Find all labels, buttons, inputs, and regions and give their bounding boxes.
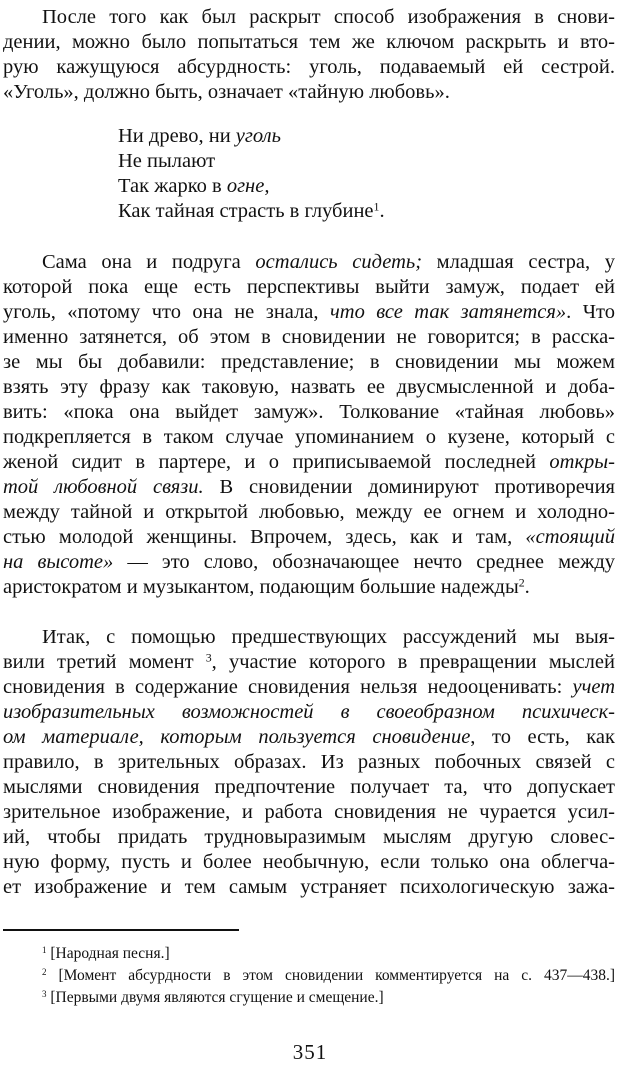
footnote-1 bbox=[42, 944, 170, 964]
verse-line bbox=[118, 198, 385, 224]
italic-span: ом материале, которым пользуется сновидение bbox=[3, 726, 471, 748]
text-span: , то есть, как bbox=[470, 726, 615, 748]
verse-text: Ни древо, ни bbox=[118, 125, 236, 147]
text-span: В сновидении доминируют противоречия bbox=[203, 476, 615, 498]
text-line: дении, можно было попытаться тем же ключом раскрыть и вто- bbox=[3, 31, 615, 53]
italic-span: «стоящий bbox=[525, 526, 615, 548]
text-line bbox=[3, 649, 615, 675]
text-line: зе мы бы добавили: представление; в сновидении мы можем bbox=[3, 351, 615, 373]
italic-span: той любовной связи. bbox=[3, 476, 204, 498]
text-line: именно затянется, об этом в сновидении не говорится; в расска- bbox=[3, 326, 615, 348]
text-line: вить: «пока она выйдет замуж». Толкование «тайная любовь» bbox=[3, 401, 615, 423]
text-line: ий, чтобы придать трудновыразимым мыслям другую словес- bbox=[3, 826, 615, 848]
text-line bbox=[3, 299, 615, 325]
text-line: После того как был раскрыт способ изображения в снови- bbox=[42, 6, 615, 28]
text-line bbox=[3, 449, 615, 475]
text-line: подкрепляется в таком случае упоминанием о кузене, который с bbox=[3, 426, 615, 448]
verse-line bbox=[118, 173, 269, 199]
text-span: Сама она и подруга bbox=[42, 251, 256, 273]
text-line bbox=[3, 574, 530, 600]
text-line bbox=[3, 724, 615, 750]
text-line bbox=[3, 674, 615, 700]
text-line bbox=[3, 549, 615, 575]
text-line: взять эту фразу как таковую, назвать ее двусмысленной и доба- bbox=[3, 376, 615, 398]
footnote-ref[interactable]: 3 bbox=[205, 650, 212, 665]
footnote-text: [Момент абсурдности в этом сновидении комментируется на с. 437—438.] bbox=[46, 967, 615, 984]
footnote-text: [Народная песня.] bbox=[46, 945, 170, 962]
verse-italic: огне, bbox=[226, 175, 270, 197]
text-line: ет изображение и тем самым устраняет психологическую зажа- bbox=[3, 876, 615, 898]
italic-span: изобразительных возможностей в своеобразном психическ- bbox=[3, 701, 615, 723]
text-span: . Что bbox=[566, 301, 615, 323]
verse-text: Как тайная страсть в глубине bbox=[118, 200, 374, 222]
text-line bbox=[3, 699, 615, 725]
text-line: которой пока еще есть перспективы выйти замуж, подает ей bbox=[3, 276, 615, 298]
verse-text: Так жарко в bbox=[118, 175, 227, 197]
text-span: вили третий момент bbox=[3, 651, 206, 673]
text-span: стью молодой женщины. Впрочем, здесь, как и там, bbox=[3, 526, 526, 548]
footnote-ref[interactable]: 2 bbox=[518, 575, 525, 590]
text-line bbox=[3, 524, 615, 550]
italic-span: остались сидеть; bbox=[255, 251, 423, 273]
footnote-text: [Первыми двумя являются сгущение и смещение.] bbox=[46, 989, 384, 1006]
footnote-number: 2 bbox=[42, 967, 47, 978]
text-line: Итак, с помощью предшествующих рассуждений мы выя- bbox=[42, 626, 615, 648]
verse-text: . bbox=[379, 200, 385, 222]
text-line: «Уголь», должно быть, означает «тайную любовь». bbox=[3, 81, 450, 103]
footnote-number: 1 bbox=[42, 945, 47, 956]
text-span: уголь, «потому что она не знала, bbox=[3, 301, 330, 323]
text-line: между тайной и открытой любовью, между ее огнем и холодно- bbox=[3, 501, 615, 523]
text-line: зрительное изображение, и работа сновидения не чурается усил- bbox=[3, 801, 615, 823]
text-span: , участие которого в превращении мыслей bbox=[211, 651, 615, 673]
text-line: мыслями сновидения предпочтение получает та, что допускает bbox=[3, 776, 615, 798]
text-line: ную форму, пусть и более необычную, если только она облегча- bbox=[3, 851, 615, 873]
footnote-2 bbox=[42, 966, 615, 986]
footnote-number: 3 bbox=[42, 989, 47, 1000]
text-span: младшая сестра, у bbox=[422, 251, 615, 273]
italic-span: учет bbox=[572, 676, 615, 698]
text-span: женой сидит в партере, и о приписываемой последней bbox=[3, 451, 550, 473]
italic-span: на высоте» bbox=[3, 551, 114, 573]
text-line bbox=[3, 474, 615, 500]
text-span: аристократом и музыкантом, подающим большие надежды bbox=[3, 576, 519, 598]
verse-italic: уголь bbox=[235, 125, 281, 147]
text-line: рую кажущуюся абсурдность: уголь, подаваемый ей сестрой. bbox=[3, 56, 615, 78]
text-span: . bbox=[524, 576, 530, 598]
page-number: 351 bbox=[292, 1040, 328, 1064]
text-line: правило, в зрительных образах. Из разных побочных связей с bbox=[3, 751, 615, 773]
footnote-3 bbox=[42, 988, 384, 1008]
text-line bbox=[42, 249, 615, 275]
verse-line bbox=[118, 123, 281, 149]
italic-span: откры- bbox=[549, 451, 615, 473]
text-span: — это слово, обозначающее нечто среднее между bbox=[113, 551, 616, 573]
italic-span: что все так затянется» bbox=[329, 301, 567, 323]
footnote-divider bbox=[3, 929, 239, 931]
verse-line: Не пылают bbox=[118, 150, 216, 172]
footnote-ref[interactable]: 1 bbox=[373, 199, 380, 214]
text-span: сновидения в содержание сновидения нельзя недооценивать: bbox=[3, 676, 573, 698]
